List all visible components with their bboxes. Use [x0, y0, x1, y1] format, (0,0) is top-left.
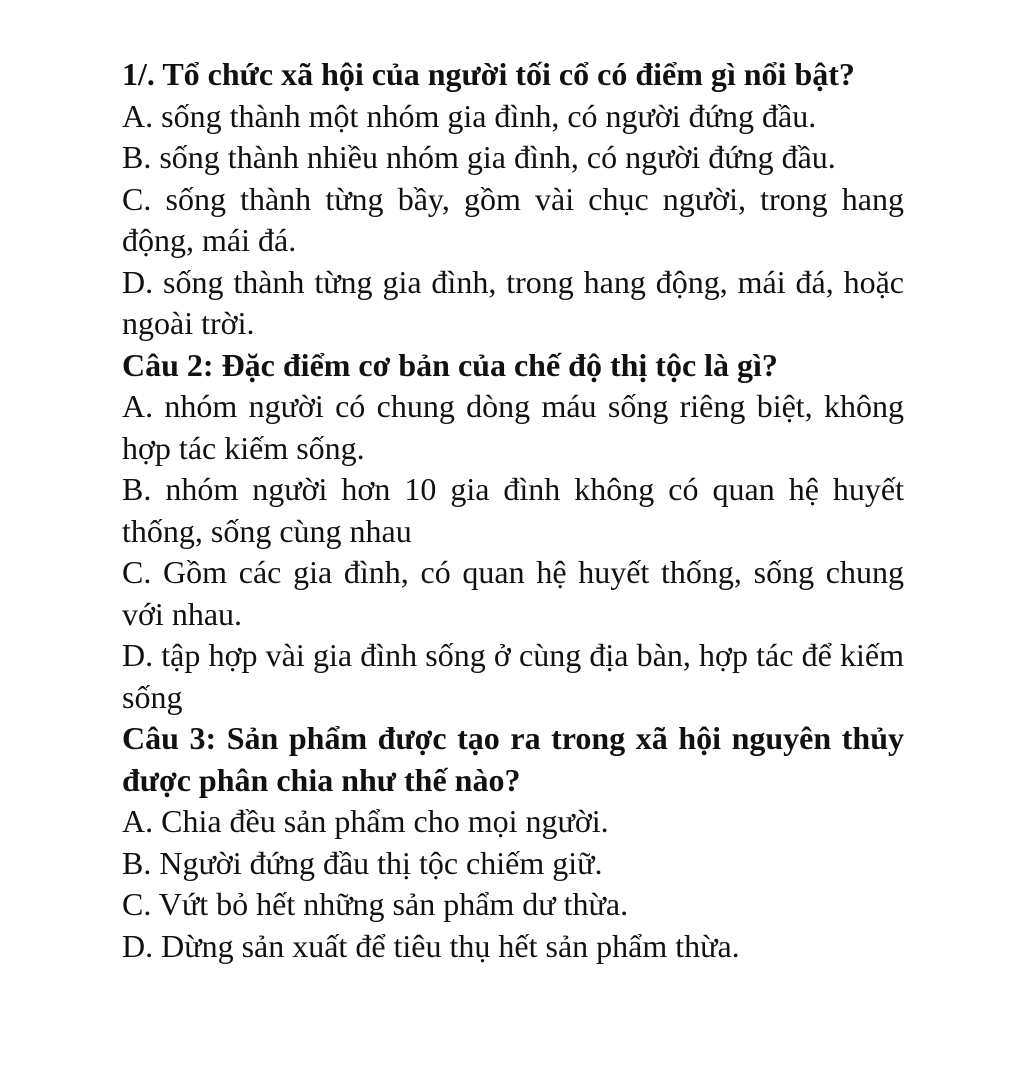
question-block-2 — [122, 345, 904, 719]
question-title: 1/. Tổ chức xã hội của người tối cổ có điểm gì nổi bật? — [122, 56, 855, 92]
answer-option-c: C. Gồm các gia đình, có quan hệ huyết thống, sống chung với nhau. — [122, 554, 904, 632]
answer-option-c: C. Vứt bỏ hết những sản phẩm dư thừa. — [122, 886, 629, 922]
question-block-3 — [122, 718, 904, 967]
question-title: Câu 3: Sản phẩm được tạo ra trong xã hội nguyên thủy được phân chia như thế nào? — [122, 720, 904, 798]
answer-option-d: D. tập hợp vài gia đình sống ở cùng địa bàn, hợp tác để kiếm sống — [122, 637, 904, 715]
answer-option-b: B. sống thành nhiều nhóm gia đình, có người đứng đầu. — [122, 139, 836, 175]
answer-option-a: A. nhóm người có chung dòng máu sống riêng biệt, không hợp tác kiếm sống. — [122, 388, 904, 466]
answer-option-c: C. sống thành từng bầy, gồm vài chục người, trong hang động, mái đá. — [122, 180, 904, 258]
question-block-1 — [122, 54, 904, 345]
answer-option-a: A. Chia đều sản phẩm cho mọi người. — [122, 803, 609, 839]
question-title: Câu 2: Đặc điểm cơ bản của chế độ thị tộc là gì? — [122, 346, 778, 383]
answer-option-d: D. sống thành từng gia đình, trong hang động, mái đá, hoặc ngoài trời. — [122, 263, 904, 341]
answer-option-d: D. Dừng sản xuất để tiêu thụ hết sản phẩm thừa. — [122, 927, 740, 964]
answer-option-b: B. nhóm người hơn 10 gia đình không có quan hệ huyết thống, sống cùng nhau — [122, 471, 904, 549]
answer-option-a: A. sống thành một nhóm gia đình, có người đứng đầu. — [122, 97, 817, 134]
answer-option-b: B. Người đứng đầu thị tộc chiếm giữ. — [122, 844, 603, 881]
quiz-document — [122, 54, 904, 967]
